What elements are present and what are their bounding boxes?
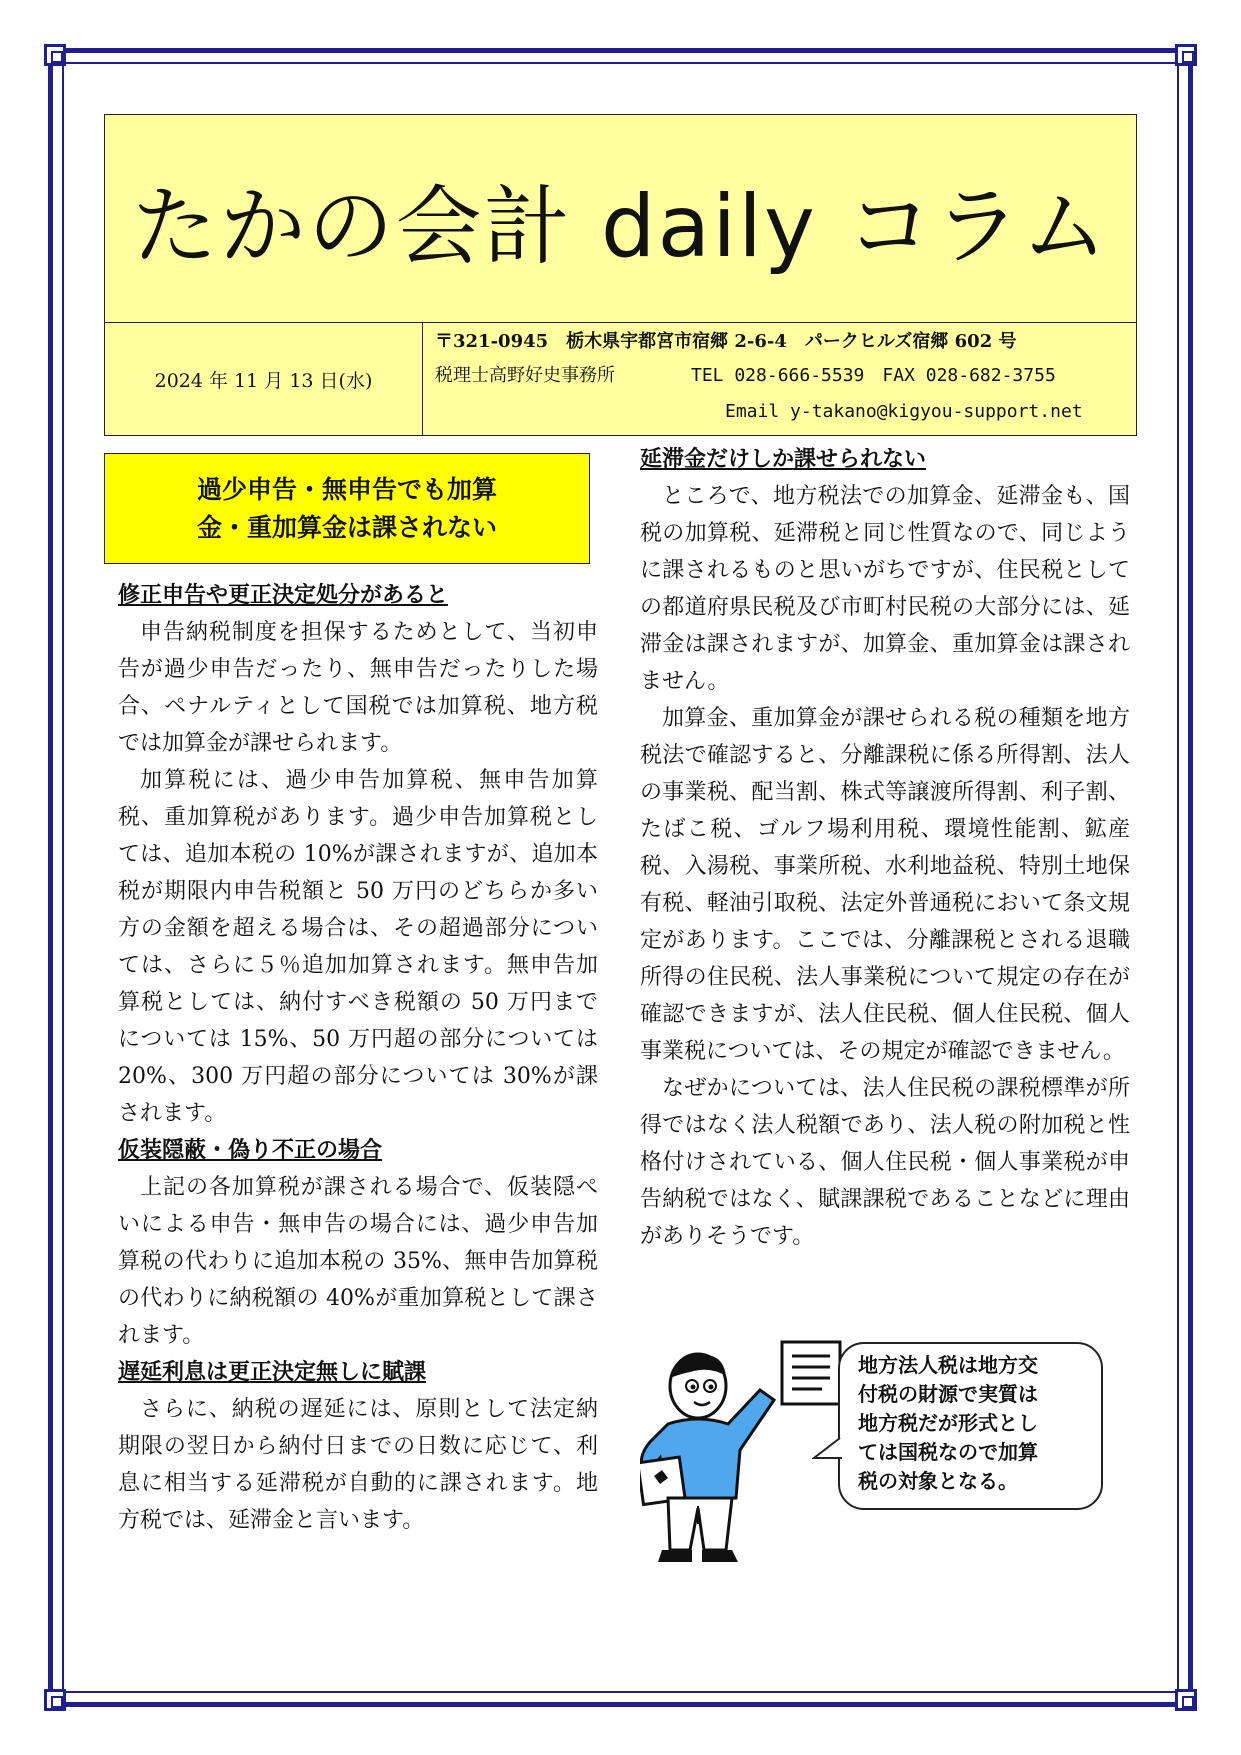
section-heading: 仮装隠蔽・偽り不正の場合 (118, 1138, 383, 1163)
paragraph: なぜかについては、法人住民税の課税標準が所得ではなく法人税額であり、法人税の附加税と性格付けされている、個人住民税・個人事業税が申告納税ではなく、賦課課税であることなどに理由がありそうです。 (640, 1076, 1130, 1249)
corner-ornament (1175, 1689, 1197, 1711)
article-title-box (104, 453, 590, 564)
speech-bubble (838, 1342, 1103, 1510)
callout-line: 地方税だが形式とし (858, 1411, 1038, 1435)
paragraph: ところで、地方税法での加算金、延滞金も、国税の加算税、延滞税と同じ性質なので、同じように課されるものと思いがちですが、住民税としての都道府県民税及び市町村民税の大部分には、延滞金は課されますが、加算金、重加算金は課されません。 (640, 484, 1130, 694)
paragraph: さらに、納税の遅延には、原則として法定納期限の翌日から納付日までの日数に応じて、利息に相当する延滞税が自動的に課されます。地方税では、延滞金と言います。 (118, 1397, 598, 1533)
corner-ornament (44, 1689, 66, 1711)
contact-info (423, 323, 1136, 435)
corner-ornament (1175, 44, 1197, 66)
section-heading: 延滞金だけしか課せられない (640, 447, 927, 472)
phone-fax: TEL 028-666-5539 FAX 028-682-3755 (691, 365, 1056, 386)
article-column-left (118, 577, 598, 1539)
chart-board-icon (782, 1342, 840, 1404)
issue-date: 2024 年 11 月 13 日(水) (105, 323, 423, 435)
office-name: 税理士高野好史事務所 (435, 365, 615, 386)
paragraph: 加算税には、過少申告加算税、無申告加算税、重加算税があります。過少申告加算税としては、追加本税の 10%が課されますが、追加本税が期限内申告税額と 50 万円のどちらか多い方の金額を超える場合は、その超過部分については、さらに５％追加加算されます。無申告加算税としては、納付すべき税額の 50 万円までについては 15%、50 万円超の部分については 20%、300 万円超の部分については 30%が課されます。 (118, 768, 598, 1126)
article-column-right (640, 441, 1130, 1255)
office-address: 〒321-0945 栃木県宇都宮市宿郷 2-6-4 パークヒルズ宿郷 602 号 (435, 331, 1017, 352)
article-title-line2: 金・重加算金は課されない (196, 512, 497, 542)
callout-line: 付税の財源で実質は (858, 1382, 1038, 1406)
paragraph: 上記の各加算税が課される場合で、仮装隠ぺいによる申告・無申告の場合には、過少申告加算税の代わりに追加本税の 35%、無申告加算税の代わりに納税額の 40%が重加算税として課されます。 (118, 1175, 598, 1348)
section-heading: 遅延利息は更正決定無しに賦課 (118, 1360, 427, 1385)
callout-line: ては国税なので加算 (858, 1440, 1038, 1464)
article-title-line1: 過少申告・無申告でも加算 (196, 474, 497, 504)
email-address[interactable]: Email y-takano@kigyou-support.net (725, 401, 1083, 422)
office-line (435, 359, 1056, 393)
masthead-title: たかの会計 daily コラム (105, 115, 1136, 323)
paragraph: 加算金、重加算金が課せられる税の種類を地方税法で確認すると、分離課税に係る所得割、法人の事業税、配当割、株式等譲渡所得割、利子割、たばこ税、ゴルフ場利用税、環境性能割、鉱産税、入湯税、事業所税、水利地益税、特別土地保有税、軽油引取税、法定外普通税において条文規定があります。ここでは、分離課税とされる退職所得の住民税、法人事業税について規定の存在が確認できますが、法人住民税、個人住民税、個人事業税については、その規定が確認できません。 (640, 706, 1130, 1064)
newsletter-header (104, 114, 1137, 436)
paragraph: 申告納税制度を担保するためとして、当初申告が過少申告だったり、無申告だったりした場合、ペナルティとして国税では加算税、地方税では加算金が課せられます。 (118, 620, 598, 756)
speech-bubble-tail (812, 1436, 852, 1476)
corner-ornament (44, 44, 66, 66)
section-heading: 修正申告や更正決定処分があると (118, 583, 449, 608)
callout-line: 税の対象となる。 (858, 1469, 1018, 1493)
callout-line: 地方法人税は地方交 (858, 1353, 1038, 1377)
